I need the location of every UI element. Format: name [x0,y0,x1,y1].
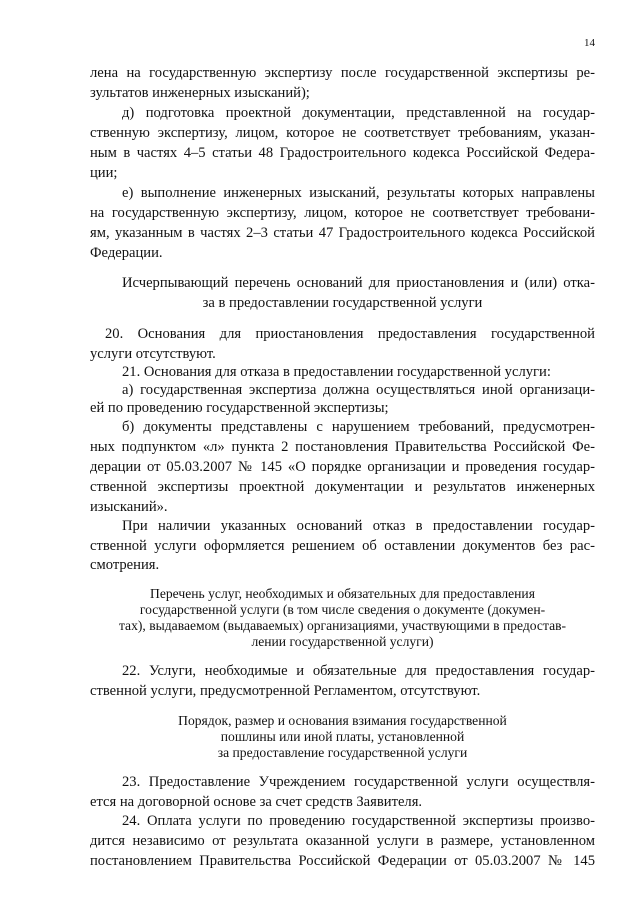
text-line: 21. Основания для отказа в предоставлении государственной услуги: [122,364,551,380]
text-line: а) государственная экспертиза должна осуществляться иной организаци- [122,382,595,398]
text-line: ям, указанным в частях 2–3 статьи 47 Градостроительного кодекса Российской [90,225,595,241]
heading-line: Исчерпывающий перечень оснований для приостановления и (или) отка- [122,275,595,291]
text-line: ется на договорной основе за счет средств Заявителя. [90,794,423,810]
text-line: ции; [90,165,118,181]
text-line: Федерации. [90,245,163,261]
text-line: на государственную экспертизу, лицом, которое не соответствует требовани- [90,205,595,221]
text-line: ных подпунктом «л» пункта 2 постановления Правительства Российской Фе- [90,439,595,455]
text-line: дится независимо от результата оказанной услуги в размере, установленном [90,833,595,849]
text-line: 20. Основания для приостановления предоставления государственной [105,326,595,342]
text-line: е) выполнение инженерных изысканий, результаты которых направлены [122,185,595,201]
text-line: услуги отсутствуют. [90,346,216,362]
text-line: ственной экспертизы проектной документации и результатов инженерных [90,479,595,495]
page-number: 14 [584,37,595,49]
text-line: д) подготовка проектной документации, представленной на государ- [122,105,595,121]
text-line: постановлением Правительства Российской Федерации от 05.03.2007 № 145 [90,853,595,869]
text-line: дерации от 05.03.2007 № 145 «О порядке организации и проведения государ- [90,459,595,475]
heading-line: лении государственной услуги) [251,634,434,649]
text-line: б) документы представлены с нарушением требований, предусмотрен- [122,419,595,435]
heading-line: государственной услуги (в том числе сведения о документе (докумен- [139,602,546,617]
text-line: лена на государственную экспертизу после государственной экспертизы ре- [90,65,595,81]
text-line: зультатов инженерных изысканий); [90,85,310,101]
heading-line: Порядок, размер и основания взимания государственной [178,713,507,728]
text-line: ственной услуги, предусмотренной Регламентом, отсутствуют. [90,683,481,699]
text-line: ным в частях 4–5 статьи 48 Градостроительного кодекса Российской Федера- [90,145,595,161]
text-line: 24. Оплата услуги по проведению государственной экспертизы произво- [122,813,595,829]
text-line: При наличии указанных оснований отказ в предоставлении государ- [122,518,595,534]
heading-line: тах), выдаваемом (выдаваемых) организациями, участвующими в предостав- [118,618,567,633]
heading-line: за предоставление государственной услуги [217,745,468,760]
text-line: смотрения. [90,557,160,573]
heading-line: за в предоставлении государственной услуги [202,295,483,311]
text-line: ственной услуги оформляется решением об оставлении документов без рас- [90,538,595,554]
heading-line: пошлины или иной платы, установленной [220,729,465,744]
text-line: 23. Предоставление Учреждением государственной услуги осуществля- [122,774,595,790]
text-line: ственную экспертизу, лицом, которое не соответствует требованиям, указан- [90,125,595,141]
text-line: изысканий». [90,499,168,515]
text-line: 22. Услуги, необходимые и обязательные для предоставления государ- [122,663,595,679]
heading-line: Перечень услуг, необходимых и обязательных для предоставления [150,586,535,601]
text-line: ей по проведению государственной экспертизы; [90,400,389,416]
